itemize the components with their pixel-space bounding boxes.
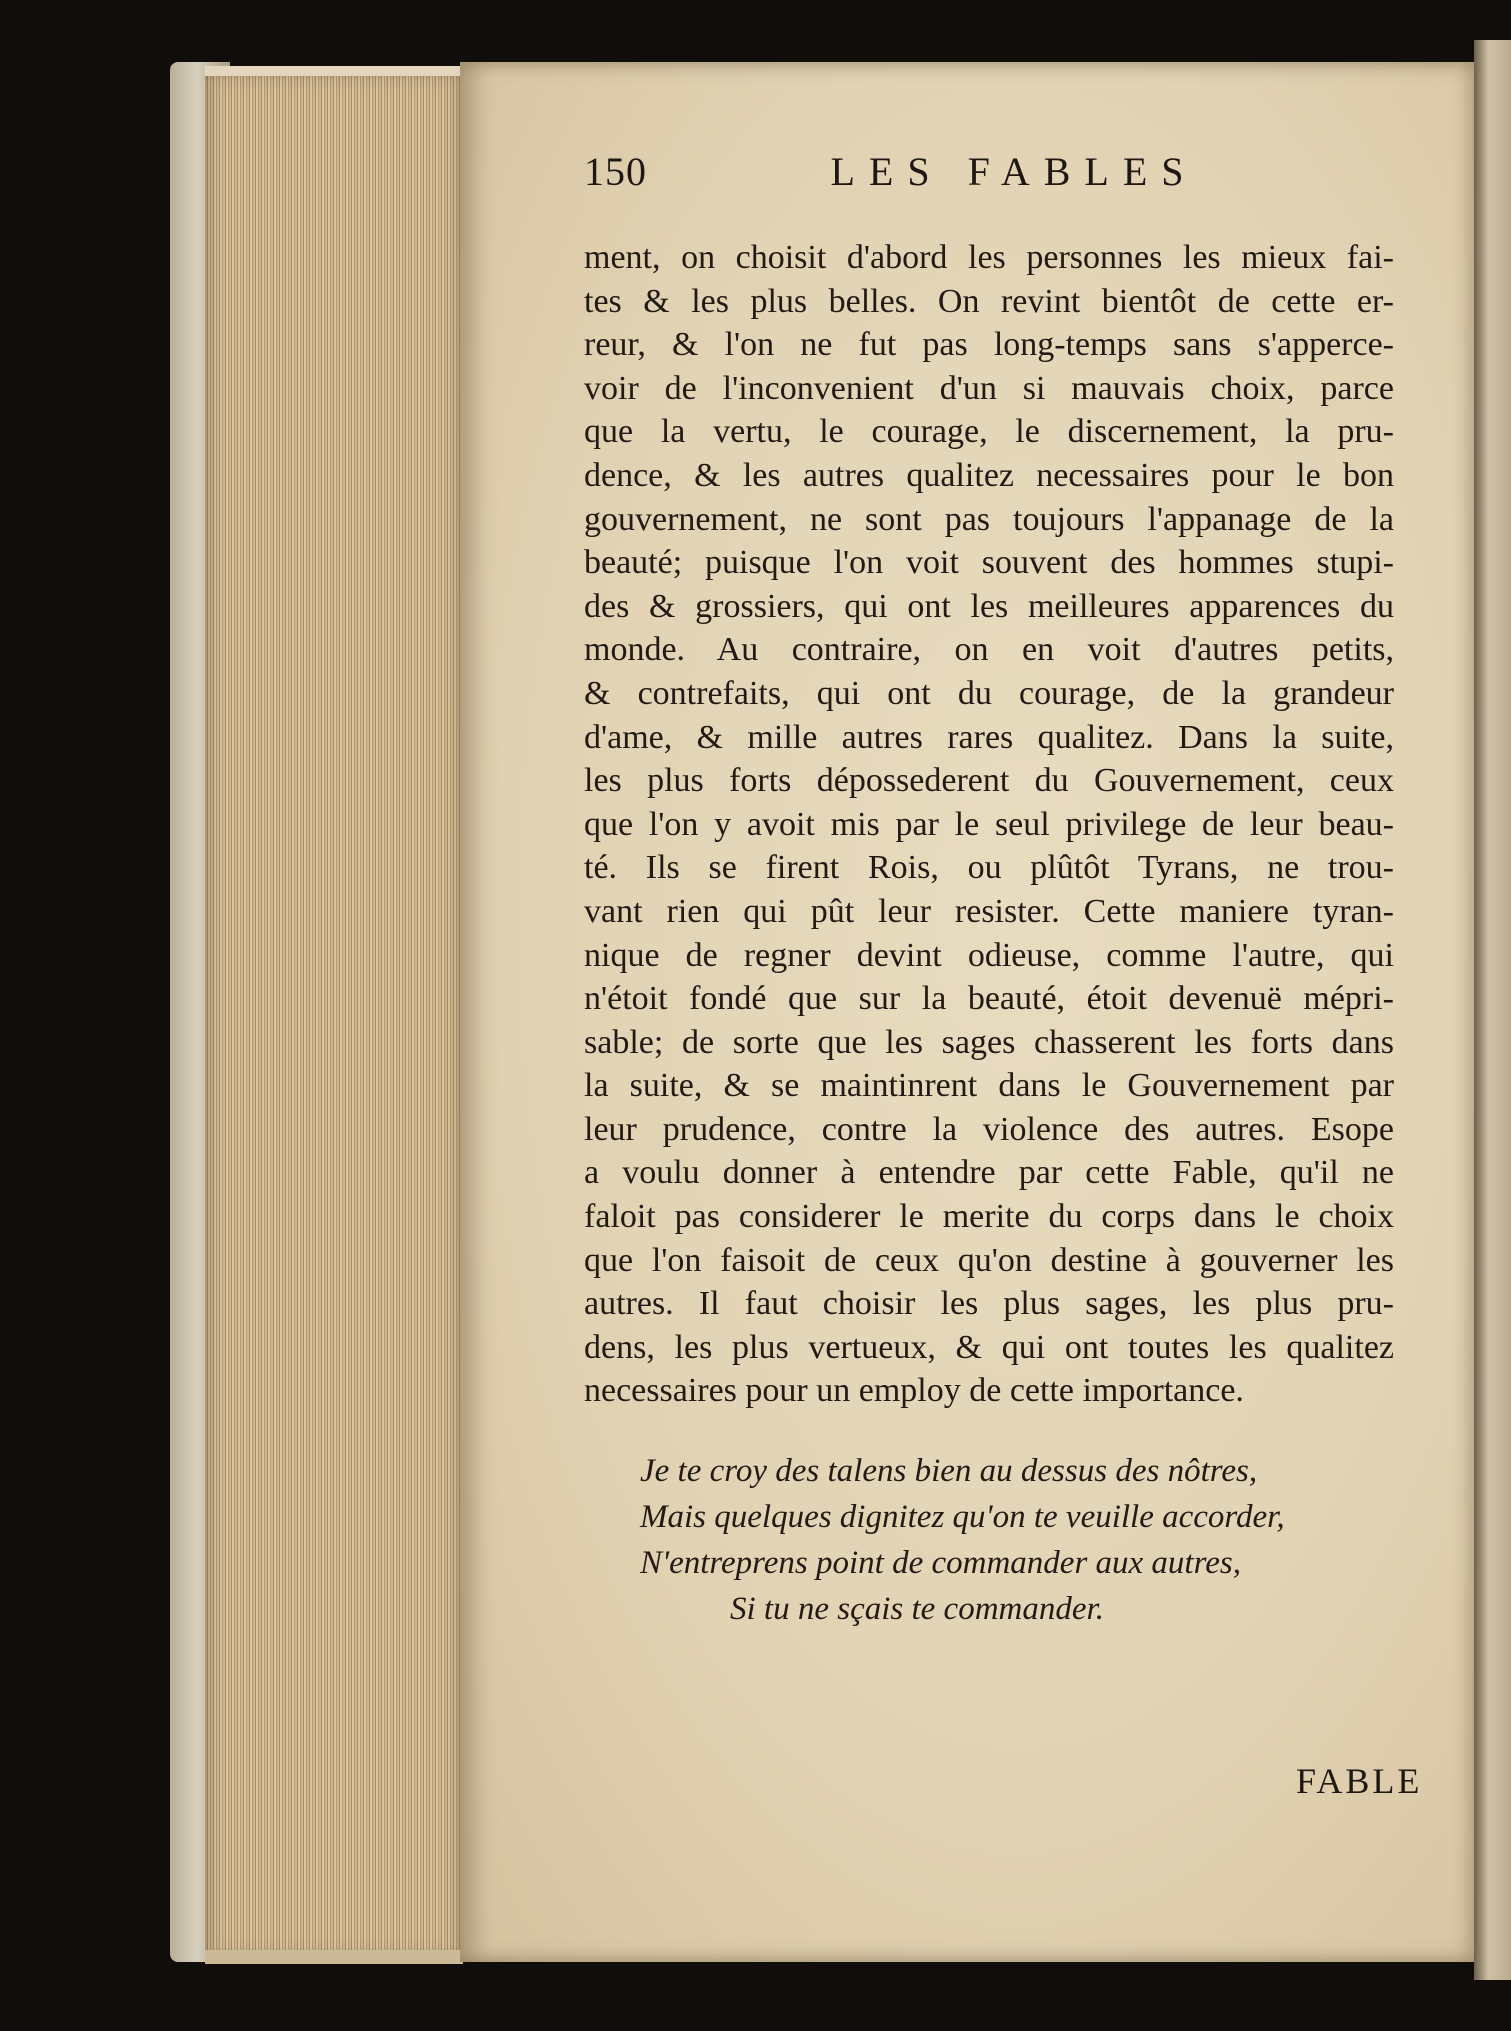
verse-line: Je te croy des talens bien au dessus des nôtres,: [640, 1453, 1258, 1489]
text-line: autres. Il faut choisir les plus sages, les plus pru-: [584, 1285, 1394, 1323]
text-line: té. Ils se firent Rois, ou plûtôt Tyrans, ne trou-: [584, 849, 1394, 887]
text-line: les plus forts dépossederent du Gouvernement, ceux: [584, 762, 1394, 800]
moral-verse: [640, 1448, 1400, 1632]
verse-line: Si tu ne sçais te commander.: [730, 1591, 1104, 1627]
text-line: necessaires pour un employ de cette importance.: [584, 1372, 1244, 1410]
page-edges-top: [205, 66, 463, 76]
text-line: dence, & les autres qualitez necessaires pour le bon: [584, 456, 1394, 494]
text-line: que l'on y avoit mis par le seul privilege de leur beau-: [584, 805, 1394, 843]
text-line: monde. Au contraire, on en voit d'autres petits,: [584, 631, 1394, 669]
text-line: la suite, & se maintinrent dans le Gouvernement par: [584, 1067, 1394, 1105]
page-edges-bottom: [205, 1950, 463, 1964]
catchword: FABLE: [1296, 1761, 1423, 1801]
running-title: LES FABLES: [830, 149, 1198, 194]
text-line: nique de regner devint odieuse, comme l'autre, qui: [584, 936, 1394, 974]
text-line: gouvernement, ne sont pas toujours l'appanage de la: [584, 500, 1394, 538]
text-line: dens, les plus vertueux, & qui ont toutes les qualitez: [584, 1328, 1394, 1366]
text-line: leur prudence, contre la violence des autres. Esope: [584, 1110, 1394, 1148]
text-line: ment, on choisit d'abord les personnes les mieux fai-: [584, 239, 1394, 276]
text-line: & contrefaits, qui ont du courage, de la grandeur: [584, 674, 1394, 712]
page-edges-stack: [205, 70, 463, 1960]
text-line: d'ame, & mille autres rares qualitez. Dans la suite,: [584, 718, 1394, 756]
text-line: a voulu donner à entendre par cette Fable, qu'il ne: [584, 1154, 1394, 1192]
text-line: faloit pas considerer le merite du corps dans le choix: [584, 1198, 1394, 1236]
page-header: [584, 148, 1224, 208]
verse-line: Mais quelques dignitez qu'on te veuille accorder,: [640, 1499, 1285, 1535]
text-line: voir de l'inconvenient d'un si mauvais choix, parce: [584, 369, 1394, 407]
text-line: que la vertu, le courage, le discernement, la pru-: [584, 413, 1394, 451]
body-paragraph: [584, 236, 1394, 1413]
text-line: des & grossiers, qui ont les meilleures apparences du: [584, 587, 1394, 625]
text-line: vant rien qui pût leur resister. Cette maniere tyran-: [584, 892, 1394, 930]
text-line: que l'on faisoit de ceux qu'on destine à gouverner les: [584, 1241, 1394, 1279]
text-line: sable; de sorte que les sages chasserent les forts dans: [584, 1023, 1394, 1061]
page-number: 150: [584, 149, 647, 194]
text-line: n'étoit fondé que sur la beauté, étoit devenuë mépri-: [584, 980, 1394, 1018]
verse-line: N'entreprens point de commander aux autres,: [640, 1545, 1241, 1581]
text-line: tes & les plus belles. On revint bientôt de cette er-: [584, 282, 1394, 320]
text-line: beauté; puisque l'on voit souvent des hommes stupi-: [584, 544, 1394, 582]
text-line: reur, & l'on ne fut pas long-temps sans s'apperce-: [584, 326, 1394, 364]
facing-page-edge: [1474, 40, 1511, 1980]
